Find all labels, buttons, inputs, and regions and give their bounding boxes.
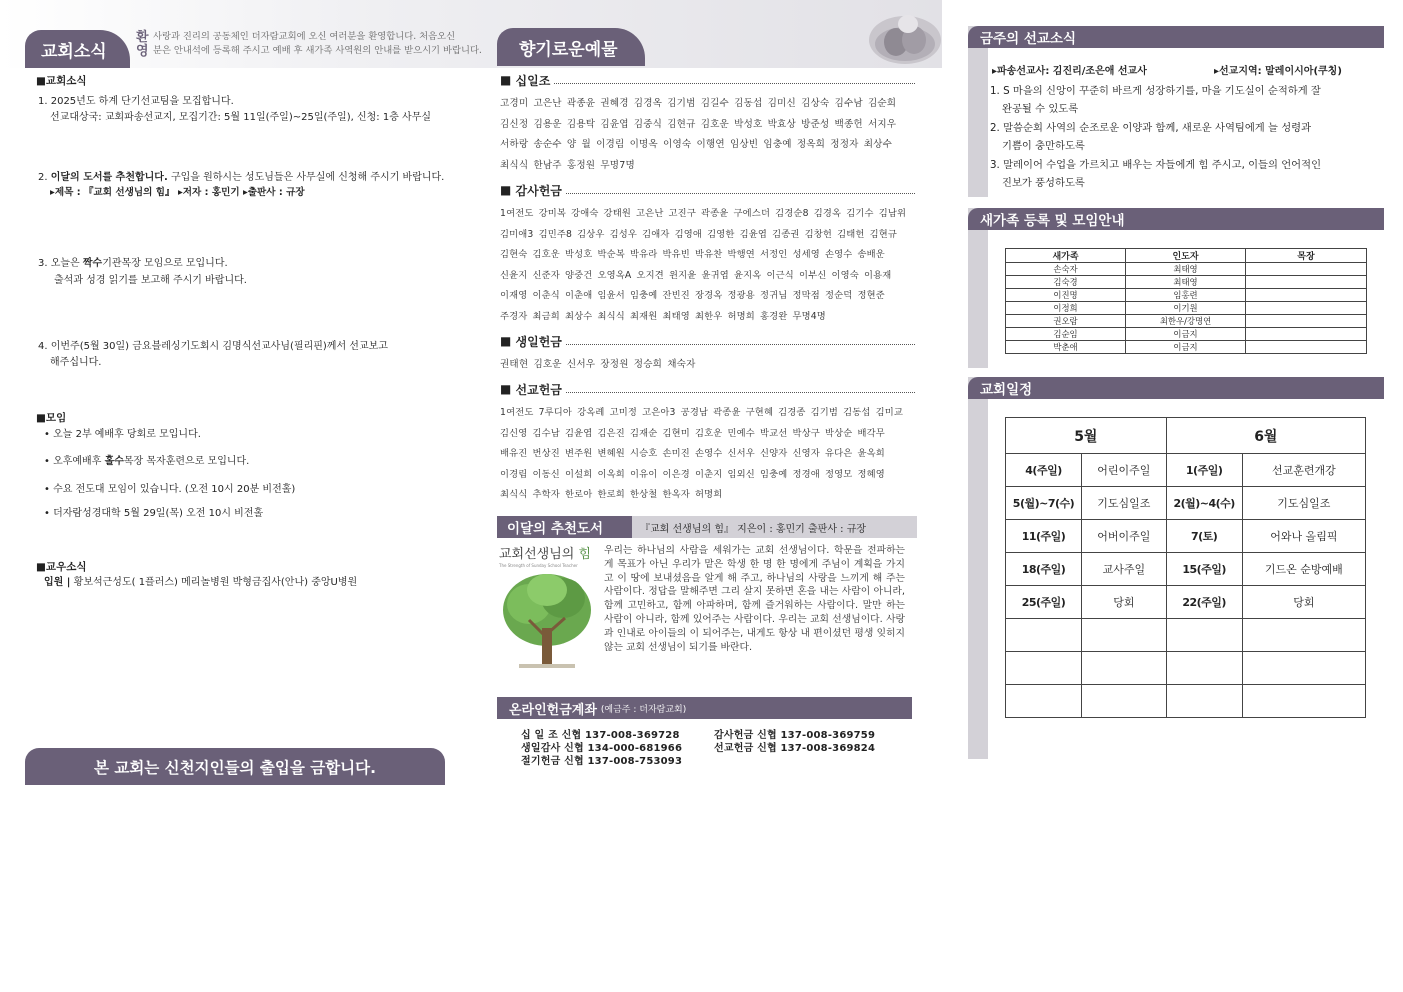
birthday-row: 권태현 김호운 신서우 장정원 정승희 채숙자	[500, 359, 696, 370]
mission-name-list	[500, 403, 915, 506]
welcome-line-1: 사랑과 진리의 공동체인 더자람교회에 오신 여러분을 환영합니다. 처음오신	[153, 31, 456, 42]
mission-row: 이경림 이동신 이설희 이옥희 이유이 이은경 이춘지 임외신 임충예 정경애 정영모 정혜영	[500, 468, 885, 480]
tithe-section	[500, 72, 915, 176]
newcomer-row	[1006, 315, 1367, 328]
tithe-name-list	[500, 94, 915, 176]
thanks-name-list	[500, 204, 915, 327]
calendar-row	[1006, 586, 1366, 619]
mission-prayer-2a: 2. 말씀순회 사역의 순조로운 이양과 함께, 새로운 사역팀에게 늘 성령과	[990, 122, 1312, 134]
calendar-month-june: 6월	[1166, 418, 1365, 454]
nest-eggs-icon	[860, 0, 942, 66]
book-cover-subtitle: The Strength of Sunday School Teacher	[499, 563, 578, 568]
account-birthday: 생일감사 신협 134-000-681966	[521, 743, 683, 754]
newcomer-col-guide: 인도자	[1126, 249, 1246, 263]
tab-church-news: 교회소식	[25, 30, 130, 68]
newcomer-col-group: 목장	[1246, 249, 1367, 263]
mission-row: 최식식 추학자 한로아 한로희 한상철 한옥자 허명희	[500, 489, 723, 500]
calendar-date-cell: 4(주일)	[1006, 454, 1082, 487]
news-item-2-line-1: 2. 이달의 도서를 추천합니다. 구입을 원하시는 성도님들은 사무실에 신청해 주시기 바랍니다.	[38, 172, 445, 183]
members-hospital-line: 입원 | 황보석근성도( 1플러스) 메리놀병원 박형금집사(안나) 중앙U병원	[44, 577, 358, 588]
calendar-event-cell	[1242, 685, 1365, 718]
newcomer-cell	[1246, 276, 1367, 289]
calendar-event-cell: 어버이주일	[1082, 520, 1167, 553]
newcomer-cell: 임홍련	[1126, 289, 1246, 302]
calendar-month-may: 5월	[1006, 418, 1167, 454]
mission-row: 배유진 번상진 변주원 변혜원 시승호 손미진 손영수 신서우 신양자 신영자 유다은 윤옥희	[500, 448, 885, 459]
calendar-event-cell	[1082, 619, 1167, 652]
calendar-month-row	[1006, 418, 1366, 454]
welcome-char-1: 환	[136, 30, 149, 45]
newcomer-title: 새가족 등록 및 모임안내	[968, 208, 1384, 230]
calendar-row	[1006, 454, 1366, 487]
meeting-item-3: • 수요 전도대 모임이 있습니다. (오전 10시 20분 비전홀)	[44, 484, 296, 495]
birthday-name-list	[500, 355, 915, 376]
book-cover-image	[499, 543, 595, 673]
account-tithe: 십 일 조 신협 137-008-369728	[521, 730, 680, 741]
calendar-date-cell	[1166, 652, 1242, 685]
calendar-row	[1006, 553, 1366, 586]
account-thanks: 감사헌금 신협 137-008-369759	[714, 730, 876, 741]
thanks-heading: ■ 감사헌금	[500, 182, 915, 198]
meeting-section-title: ■모임	[36, 412, 67, 424]
newcomer-header-row	[1006, 249, 1367, 263]
calendar-event-cell	[1242, 652, 1365, 685]
tithe-row: 김신정 김용운 김용탁 김윤엽 김중식 김현규 김호운 박성호 박효상 방준성 백종헌 서지우	[500, 118, 897, 130]
mission-region: ▸선교지역: 말레이시아(쿠칭)	[1214, 66, 1342, 77]
calendar-date-cell	[1006, 685, 1082, 718]
calendar-event-cell: 기도심일조	[1082, 487, 1167, 520]
online-offering-header: 온라인헌금계좌 (예금주 : 더자람교회)	[497, 697, 912, 719]
newcomer-cell: 박춘애	[1006, 341, 1126, 354]
newcomer-content	[988, 230, 1384, 368]
meeting-item-4: • 더자람성경대학 5월 29일(목) 오전 10시 비전홀	[44, 508, 264, 519]
newcomer-row	[1006, 263, 1367, 276]
tithe-heading: ■ 십일조	[500, 72, 915, 88]
recommend-header	[497, 516, 917, 538]
mission-news-content	[988, 48, 1384, 197]
meeting-item-1: • 오늘 2부 예배후 당회로 모입니다.	[44, 429, 201, 440]
news-item-3-line-2: 출석과 성경 읽기를 보고해 주시기 바랍니다.	[54, 275, 247, 286]
mission-row: 김신영 김수남 김윤엽 김은진 김재순 김현미 김호운 민예수 박교선 박상구 박상순 배각무	[500, 427, 885, 439]
thanks-row: 신윤지 신준자 양중건 오영옥A 오지견 윈지윤 윤귀엽 윤지옥 이근식 이부신 이영숙 이용재	[500, 269, 892, 281]
calendar-event-cell: 선교훈련개강	[1242, 454, 1365, 487]
thanks-row: 1여전도 강미복 강애숙 강태원 고은난 고진구 곽종윤 구에스더 김경순8 김경옥 김기수 김남위	[500, 208, 907, 219]
calendar-date-cell	[1006, 652, 1082, 685]
calendar-row	[1006, 487, 1366, 520]
mission-prayer-3b: 진보가 풍성하도록	[1002, 177, 1085, 189]
recommend-body: 우리는 하나님의 사람을 세워가는 교회 선생님이다. 학문을 전파하는 게 목표가 아닌 우리가 맡은 학생 한 명 한 명에게 주님이 계획을 가지고 이 땅에 보내셨음을 알게 해 주고, 하나님의 사랑을 느끼게 해 주는 사람이다. 정답을 말해주면 그리 살지 못하면 혼을 내는 사람이 아니라, 함께 고민하고, 함께 아파하며, 함께 즐거워하는 사람이다. 말만 하는 사람이 아니라, 함께 있어주는 사람이다. 우리는 교회 선생님이다. 사랑과 인내로 아이들의 이 되어주는, 내게도 항상 내 편이셨던 평생 잊히지 않는 교회 선생님이 되기를 바란다.	[604, 545, 905, 653]
calendar-date-cell: 11(주일)	[1006, 520, 1082, 553]
news-item-4-line-1: 4. 이번주(5월 30일) 금요블레싱기도회시 김명식선교사님(필리핀)께서 선교보고	[38, 341, 388, 352]
mission-prayer-3a: 3. 말레이어 수업을 가르치고 배우는 자들에게 힘 주시고, 이들의 언어적인	[990, 159, 1322, 171]
newcomer-cell: 손숙자	[1006, 263, 1126, 276]
calendar-row	[1006, 619, 1366, 652]
newcomer-table-body	[1006, 263, 1367, 354]
calendar-event-cell: 어와나 올림픽	[1242, 520, 1365, 553]
newcomer-row	[1006, 328, 1367, 341]
calendar-event-cell: 당회	[1242, 586, 1365, 619]
mission-prayer-1a: 1. S 마을의 신앙이 꾸준히 바르게 성장하기를, 마을 기도실이 순적하게 잘	[990, 85, 1321, 97]
newcomer-cell: 권오람	[1006, 315, 1126, 328]
members-section-title: ■교우소식	[36, 561, 87, 573]
calendar-event-cell: 교사주일	[1082, 553, 1167, 586]
calendar-date-cell: 18(주일)	[1006, 553, 1082, 586]
news-item-1-line-1: 1. 2025년도 하계 단기선교팀을 모집합니다.	[38, 96, 234, 107]
newcomer-cell: 이금지	[1126, 341, 1246, 354]
newcomer-cell: 최한우/강명연	[1126, 315, 1246, 328]
calendar-event-cell	[1082, 652, 1167, 685]
calendar-event-cell: 기도심일조	[1242, 487, 1365, 520]
thanks-row: 김미애3 김민주8 김상우 김성우 김애자 김영애 김영한 김윤엽 김종권 김창헌 김태헌 김현규	[500, 228, 897, 240]
calendar-date-cell: 15(주일)	[1166, 553, 1242, 586]
mission-offering-section	[500, 381, 915, 506]
recommend-info: 『교회 선생님의 힘』 지은이 : 홍민기 출판사 : 규장	[640, 524, 867, 535]
birthday-heading: ■ 생일헌금	[500, 333, 915, 349]
calendar-event-cell: 기드온 순방예배	[1242, 553, 1365, 586]
newcomer-table	[1005, 248, 1367, 354]
welcome-char-2: 영	[136, 44, 149, 59]
calendar-event-cell	[1242, 619, 1365, 652]
newcomer-cell: 이정희	[1006, 302, 1126, 315]
book-cover-title: 교회선생님의 힘	[499, 547, 592, 562]
newcomer-cell: 이금지	[1126, 328, 1246, 341]
tree-icon	[499, 568, 595, 676]
newcomer-row	[1006, 341, 1367, 354]
calendar-event-cell: 당회	[1082, 586, 1167, 619]
news-item-4-line-2: 해주십니다.	[50, 357, 102, 368]
newcomer-cell	[1246, 302, 1367, 315]
news-section-title: ■교회소식	[36, 75, 87, 87]
newcomer-cell	[1246, 315, 1367, 328]
news-item-3-line-1: 3. 오늘은 짝수기관목장 모임으로 모입니다.	[38, 258, 228, 269]
newcomer-cell: 김순임	[1006, 328, 1126, 341]
mission-missionary: ▸파송선교사: 김진리/조은애 선교사	[992, 66, 1147, 77]
meeting-item-2: • 오후예배후 홀수목장 목자훈련으로 모입니다.	[44, 456, 250, 467]
thanks-row: 김현숙 김호운 박성호 박순복 박유라 박유빈 박유찬 박행연 서정인 성세영 손영수 송배운	[500, 249, 885, 260]
newcomer-cell	[1246, 263, 1367, 276]
calendar-table	[1005, 417, 1366, 718]
news-item-1-line-2: 선교대상국: 교회파송선교지, 모집기간: 5월 11일(주일)~25일(주일), 신청: 1층 사무실	[50, 112, 432, 123]
calendar-table-body	[1006, 454, 1366, 718]
calendar-date-cell: 25(주일)	[1006, 586, 1082, 619]
calendar-event-cell	[1082, 685, 1167, 718]
newcomer-cell	[1246, 328, 1367, 341]
calendar-title: 교회일정	[968, 377, 1384, 399]
calendar-date-cell: 5(월)~7(수)	[1006, 487, 1082, 520]
newcomer-cell	[1246, 289, 1367, 302]
shincheonji-warning-banner: 본 교회는 신천지인들의 출입을 금합니다.	[25, 748, 445, 785]
tithe-row: 고경미 고은난 곽종윤 권혜경 김경옥 김기범 김길수 김동섭 김미신 김상숙 김수남 김순희	[500, 98, 897, 109]
calendar-row	[1006, 652, 1366, 685]
newcomer-cell: 최태영	[1126, 263, 1246, 276]
mission-row: 1여전도 7루디아 강옥례 고미정 고은아3 공경남 곽종윤 구현혜 김경종 김기범 김동섭 김미교	[500, 407, 904, 418]
calendar-date-cell: 2(월)~4(수)	[1166, 487, 1242, 520]
mission-offering-heading: ■ 선교헌금	[500, 381, 915, 397]
calendar-date-cell	[1166, 619, 1242, 652]
account-festival: 절기헌금 신협 137-008-753093	[521, 756, 683, 767]
account-mission: 선교헌금 신협 137-008-369824	[714, 743, 876, 754]
newcomer-row	[1006, 289, 1367, 302]
calendar-date-cell: 7(토)	[1166, 520, 1242, 553]
tab-worship-offerings: 향기로운예물	[497, 28, 645, 66]
newcomer-cell	[1246, 341, 1367, 354]
newcomer-cell: 김숙경	[1006, 276, 1126, 289]
newcomer-col-name: 새가족	[1006, 249, 1126, 263]
calendar-date-cell	[1006, 619, 1082, 652]
thanks-row: 주경자 최금희 최상수 최식식 최재원 최태영 최한우 허명희 홍경완 무명4명	[500, 310, 826, 322]
thanks-section	[500, 182, 915, 327]
newcomer-row	[1006, 276, 1367, 289]
newcomer-row	[1006, 302, 1367, 315]
birthday-section	[500, 333, 915, 376]
newcomer-cell: 이기원	[1126, 302, 1246, 315]
mission-prayer-2b: 기쁨이 충만하도록	[1002, 140, 1085, 152]
newcomer-cell: 최태영	[1126, 276, 1246, 289]
mission-news-title: 금주의 선교소식	[968, 26, 1384, 48]
tithe-row: 서하랑 송순수 양 월 이경림 이명옥 이영숙 이행연 임상빈 임충예 정옥희 정정자 최상수	[500, 139, 893, 150]
calendar-row	[1006, 520, 1366, 553]
thanks-row: 이재영 이춘식 이춘애 임윤서 임충예 잔빈진 장경옥 정광용 정귀님 정막점 정순덕 정현준	[500, 290, 885, 301]
recommend-title: 이달의 추천도서	[497, 516, 632, 538]
tithe-row: 최식식 한남주 홍정원 무명7명	[500, 159, 635, 171]
welcome-line-2: 분은 안내석에 등록해 주시고 예배 후 새가족 사역원의 안내를 받으시기 바랍니다.	[153, 45, 482, 56]
calendar-date-cell: 22(주일)	[1166, 586, 1242, 619]
mission-prayer-1b: 완공될 수 있도록	[1002, 103, 1079, 115]
calendar-row	[1006, 685, 1366, 718]
calendar-content	[988, 399, 1384, 759]
calendar-date-cell	[1166, 685, 1242, 718]
newcomer-cell: 이진명	[1006, 289, 1126, 302]
news-item-2-line-2: ▸제목 : 『교회 선생님의 힘』 ▸저자 : 홍민기 ▸출판사 : 규장	[50, 187, 305, 198]
calendar-event-cell: 어린이주일	[1082, 454, 1167, 487]
calendar-date-cell: 1(주일)	[1166, 454, 1242, 487]
